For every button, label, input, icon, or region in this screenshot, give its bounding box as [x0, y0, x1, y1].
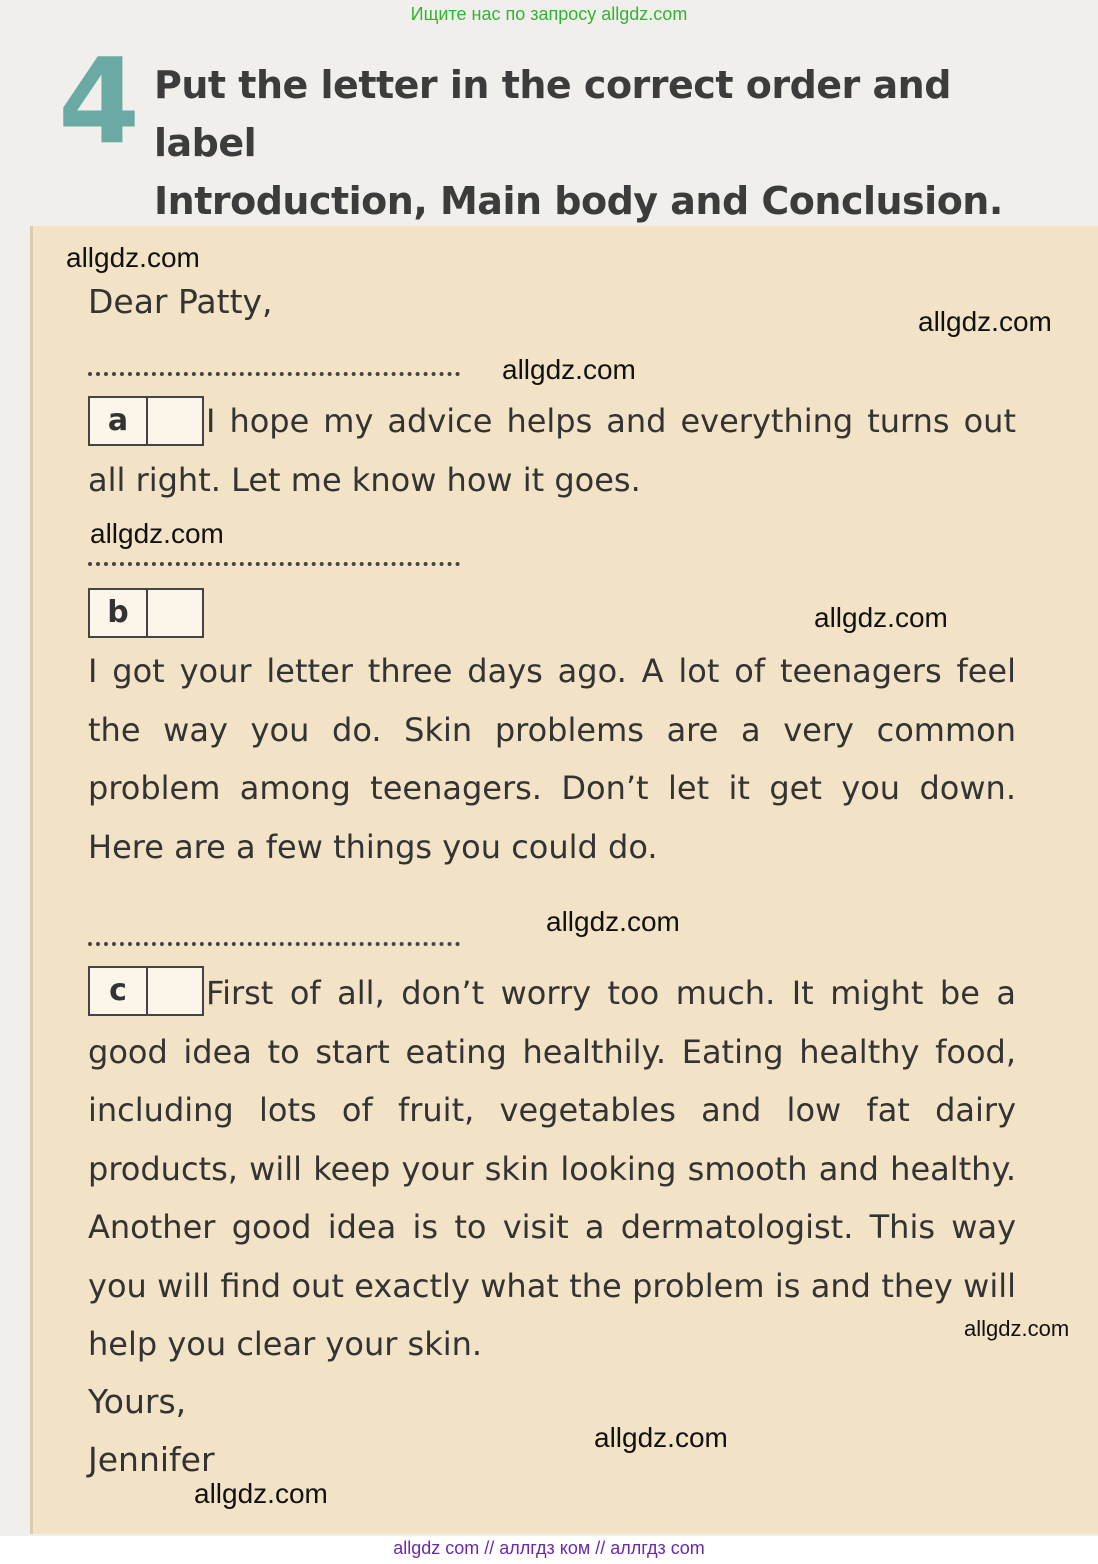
footer-watermark: allgdz com // аллгдз ком // аллгдз com [0, 1536, 1098, 1564]
watermark: allgdz.com [964, 1316, 1070, 1341]
watermark: allgdz.com [194, 1478, 328, 1509]
section-label-b: b [90, 590, 148, 636]
watermark: allgdz.com [918, 306, 1052, 337]
letter-closing: Yours, [88, 1382, 187, 1421]
answer-line-b[interactable] [88, 562, 460, 566]
instruction-line-2: Introduction, Main body and Conclusion. [154, 179, 1003, 223]
section-text-c: First of all, don’t worry too much. It might be a good idea to start eating healthily. Eating healthy food, including lots of fruit, vegetables and low fat dairy products, will keep your skin looking smooth and healthy. Another good idea is to visit a dermatologist. This way you will find out exactly what the problem is and they will help you clear your skin. [88, 974, 1016, 1363]
section-label-c: c [90, 968, 148, 1014]
top-banner: Ищите нас по запросу allgdz.com [410, 4, 688, 24]
task-instruction [154, 56, 1054, 230]
letter-signature: Jennifer [88, 1440, 215, 1479]
answer-line-a[interactable] [88, 372, 460, 376]
section-label-a: a [90, 398, 148, 444]
section-text-a: I hope my advice helps and everything turns out all right. Let me know how it goes. [88, 402, 1016, 499]
watermark: allgdz.com [90, 518, 224, 549]
watermark: allgdz.com [502, 354, 636, 385]
answer-box-b[interactable] [148, 590, 202, 636]
label-box-b [88, 588, 204, 638]
section-text-b: I got your letter three days ago. A lot of teenagers feel the way you do. Skin problems are a very common problem among teenagers. Don’t let it get you down. Here are a few things you could do. [88, 652, 1016, 866]
letter-greeting: Dear Patty, [88, 282, 273, 321]
watermark: allgdz.com [546, 906, 680, 937]
watermark: allgdz.com [66, 242, 200, 273]
watermark: allgdz.com [814, 602, 948, 633]
instruction-line-1: Put the letter in the correct order and label [154, 63, 951, 165]
watermark: allgdz.com [594, 1422, 728, 1453]
answer-line-c[interactable] [88, 942, 460, 946]
task-number: 4 [58, 32, 139, 170]
